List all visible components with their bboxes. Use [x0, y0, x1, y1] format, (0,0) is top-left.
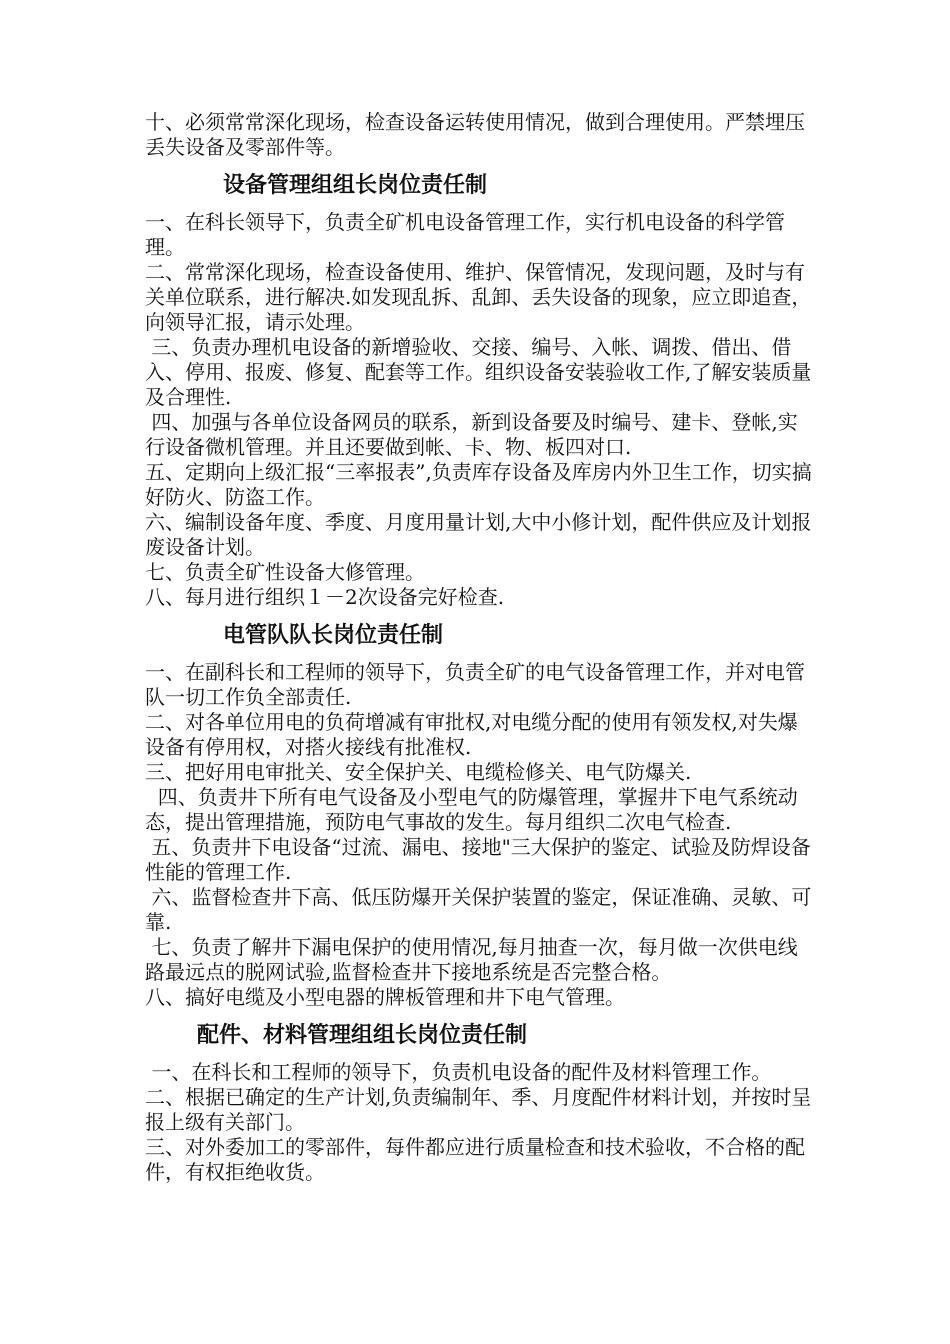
paragraph: 六、监督检查井下高、低压防爆开关保护装置的鉴定，保证准确、灵敏、可靠.: [145, 885, 812, 934]
paragraph: 八、搞好电缆及小型电器的牌板管理和井下电气管理。: [145, 985, 625, 1009]
section-title-electrical: 电管队队长岗位责任制: [223, 622, 444, 648]
intro-paragraph: 十、必须常常深化现场，检查设备运转使用情况，做到合理使用。严禁埋压丢失设备及零部件等。: [145, 110, 805, 159]
section-title-equipment: 设备管理组组长岗位责任制: [223, 172, 488, 198]
paragraph: 一、在副科长和工程师的领导下，负责全矿的电气设备管理工作，并对电管队一切工作负全部责任.: [145, 660, 805, 709]
paragraph: 三、把好用电审批关、安全保护关、电缆检修关、电气防爆关.: [145, 760, 692, 784]
paragraph: 二、根据已确定的生产计划,负责编制年、季、月度配件材料计划，并按时呈报上级有关部门。: [145, 1085, 812, 1134]
paragraph: 二、常常深化现场，检查设备使用、维护、保管情况，发现问题，及时与有关单位联系，进行解决.如发现乱拆、乱卸、丢失设备的现象，应立即追查，向领导汇报，请示处理。: [145, 260, 812, 334]
paragraph: 三、对外委加工的零部件，每件都应进行质量检查和技术验收，不合格的配件，有权拒绝收货。: [145, 1135, 805, 1184]
paragraph: 八、每月进行组织１－2次设备完好检查.: [145, 585, 505, 609]
paragraph: 六、编制设备年度、季度、月度用量计划,大中小修计划，配件供应及计划报废设备计划。: [145, 510, 812, 559]
paragraph: 七、负责全矿性设备大修管理。: [145, 560, 425, 584]
paragraph: 七、负责了解井下漏电保护的使用情况,每月抽查一次，每月做一次供电线路最远点的脱网试验,监督检查井下接地系统是否完整合格。: [145, 935, 798, 984]
document-page: [145, 110, 815, 1185]
paragraph: 四、负责井下所有电气设备及小型电气的防爆管理，掌握井下电气系统动态，提出管理措施，预防电气事故的发生。每月组织二次电气检查.: [145, 785, 798, 834]
section-title-parts: 配件、材料管理组组长岗位责任制: [197, 1022, 528, 1048]
paragraph: 一、在科长领导下，负责全矿机电设备管理工作，实行机电设备的科学管理。: [145, 210, 785, 259]
paragraph: 五、定期向上级汇报“三率报表”,负责库存设备及库房内外卫生工作，切实搞好防火、防盗工作。: [145, 460, 812, 509]
paragraph: 五、负责井下电设备“过流、漏电、接地"三大保护的鉴定、试验及防焊设备性能的管理工作.: [145, 835, 811, 884]
paragraph: 二、对各单位用电的负荷增减有审批权,对电缆分配的使用有领发权,对失爆设备有停用权，对搭火接线有批准权.: [145, 710, 798, 759]
paragraph: 一、在科长和工程师的领导下，负责机电设备的配件及材料管理工作。: [145, 1060, 772, 1084]
paragraph: 三、负责办理机电设备的新增验收、交接、编号、入帐、调拨、借出、借入、停用、报废、修复、配套等工作。组织设备安装验收工作,了解安装质量及合理性.: [145, 335, 812, 409]
paragraph: 四、加强与各单位设备网员的联系，新到设备要及时编号、建卡、登帐,实行设备微机管理。并且还要做到帐、卡、物、板四对口.: [145, 410, 798, 459]
